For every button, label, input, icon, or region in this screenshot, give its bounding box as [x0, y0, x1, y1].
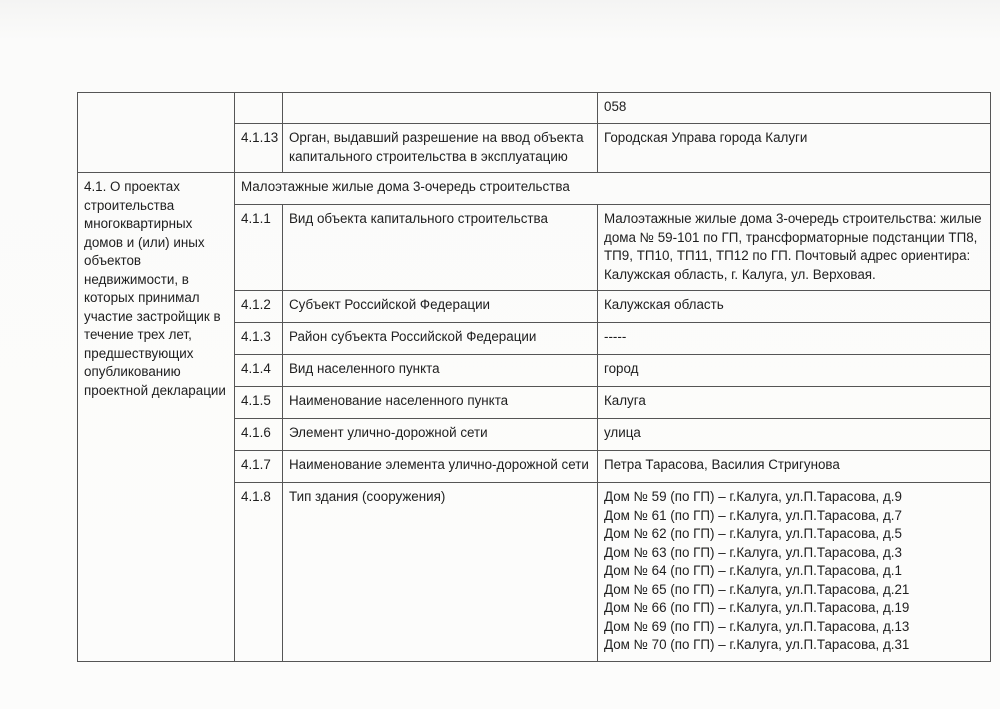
row-label: Элемент улично-дорожной сети — [283, 419, 598, 451]
row-number: 4.1.5 — [235, 387, 283, 419]
empty-section-cell — [78, 93, 235, 173]
address-list — [598, 483, 991, 662]
row-value: ----- — [598, 323, 991, 355]
address-line: Дом № 61 (по ГП) – г.Калуга, ул.П.Тарасова, д.7 — [604, 507, 902, 523]
row-number: 4.1.4 — [235, 355, 283, 387]
address-line: Дом № 64 (по ГП) – г.Калуга, ул.П.Тарасова, д.1 — [604, 563, 902, 578]
address-line: Дом № 63 (по ГП) – г.Калуга, ул.П.Тарасова, д.3 — [604, 544, 902, 560]
row-label: Наименование населенного пункта — [283, 387, 598, 419]
address-line: Дом № 70 (по ГП) – г.Калуга, ул.П.Тарасова, д.31 — [604, 637, 910, 652]
row-label: Вид населенного пункта — [283, 355, 598, 387]
row-number: 4.1.2 — [235, 291, 283, 323]
row-number: 4.1.1 — [235, 205, 283, 291]
row-number: 4.1.7 — [235, 451, 283, 483]
row-number: 4.1.8 — [235, 483, 283, 662]
row-value: Городская Управа города Калуги — [598, 124, 991, 173]
row-value: 058 — [598, 93, 991, 124]
table-row — [78, 93, 991, 124]
row-value: город — [598, 355, 991, 387]
row-value: Калужская область — [598, 291, 991, 323]
table-row — [78, 173, 991, 205]
row-number: 4.1.13 — [235, 124, 283, 173]
address-line: Дом № 62 (по ГП) – г.Калуга, ул.П.Тарасова, д.5 — [604, 526, 902, 541]
row-number — [235, 93, 283, 124]
declaration-table — [77, 92, 991, 662]
row-label: Вид объекта капитального строительства — [283, 205, 598, 291]
address-line: Дом № 69 (по ГП) – г.Калуга, ул.П.Тарасова, д.13 — [604, 618, 910, 634]
row-value: улица — [598, 419, 991, 451]
row-label: Тип здания (сооружения) — [283, 483, 598, 662]
address-line: Дом № 65 (по ГП) – г.Калуга, ул.П.Тарасова, д.21 — [604, 581, 910, 597]
row-value: Калуга — [598, 387, 991, 419]
row-number: 4.1.6 — [235, 419, 283, 451]
row-value: Малоэтажные жилые дома 3-очередь строительства: жилые дома № 59-101 по ГП, трансформаторные подстанции ТП8, ТП9, ТП10, ТП11, ТП12 по ГП. Почтовый адрес ориентира: Калужская область, г. Калуга, ул. Верховая. — [598, 205, 991, 291]
address-line: Дом № 59 (по ГП) – г.Калуга, ул.П.Тарасова, д.9 — [604, 489, 902, 504]
row-label: Район субъекта Российской Федерации — [283, 323, 598, 355]
row-label: Субъект Российской Федерации — [283, 291, 598, 323]
row-label: Орган, выдавший разрешение на ввод объекта капитального строительства в эксплуатацию — [283, 124, 598, 173]
row-value: Петра Тарасова, Василия Стригунова — [598, 451, 991, 483]
section-title: 4.1. О проектах строительства многоквартирных домов и (или) иных объектов недвижимости, в которых принимал участие застройщик в течение трех лет, предшествующих опубликованию проектной декларации — [78, 173, 235, 662]
project-name: Малоэтажные жилые дома 3-очередь строительства — [235, 173, 991, 205]
row-label — [283, 93, 598, 124]
row-number: 4.1.3 — [235, 323, 283, 355]
row-label: Наименование элемента улично-дорожной сети — [283, 451, 598, 483]
address-line: Дом № 66 (по ГП) – г.Калуга, ул.П.Тарасова, д.19 — [604, 600, 910, 615]
